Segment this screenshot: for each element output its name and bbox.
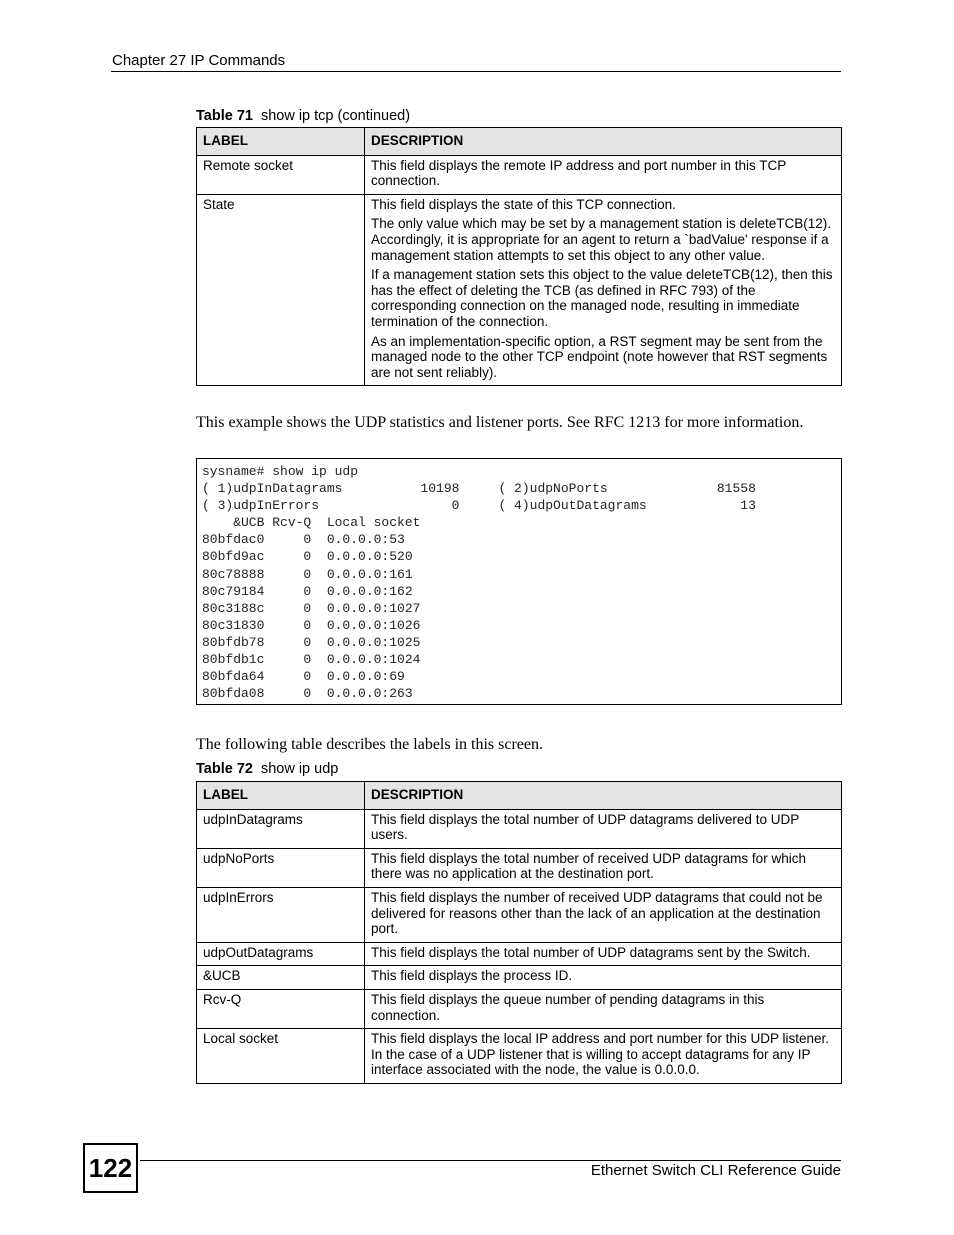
table-row bbox=[197, 966, 842, 990]
description-paragraph: The only value which may be set by a management station is deleteTCB(12). Accordingly, it is appropriate for an agent to return a `badValue' response if a management station attempts to set this object to any other value. bbox=[371, 216, 831, 263]
row-description: This field displays the total number of received UDP datagrams for which there was no application at the destination port. bbox=[365, 848, 842, 887]
row-description: This field displays the process ID. bbox=[365, 966, 842, 990]
description-paragraph: This field displays the state of this TCP connection. bbox=[371, 196, 676, 212]
code-example: sysname# show ip udp ( 1)udpInDatagrams 10198 ( 2)udpNoPorts 81558 ( 3)udpInErrors 0 ( 4)udpOutDatagrams 13 &UCB Rcv-Q Local socket 80bfdac0 0 0.0.0.0:53 80bfd9ac 0 0.0.0.0:520 80c78888 0 0.0.0.0:161 80c79184 0 0.0.0.0:162 80c3188c 0 0.0.0.0:1027 80c31830 0 0.0.0.0:1026 80bfdb78 0 0.0.0.0:1025 80bfdb1c 0 0.0.0.0:1024 80bfda64 0 0.0.0.0:69 80bfda08 0 0.0.0.0:263 bbox=[202, 464, 756, 702]
table-row bbox=[197, 1029, 842, 1084]
row-description: This field displays the number of received UDP datagrams that could not be delivered for reasons other than the lack of an application at the destination port. bbox=[365, 887, 842, 942]
row-label: udpOutDatagrams bbox=[197, 942, 365, 966]
table-row bbox=[197, 887, 842, 942]
table71-header-row bbox=[197, 128, 842, 156]
table-row bbox=[197, 809, 842, 848]
row-label: udpNoPorts bbox=[197, 848, 365, 887]
table72-number: Table 72 bbox=[196, 761, 253, 777]
table-row bbox=[197, 155, 842, 194]
table-row bbox=[197, 194, 842, 386]
table72 bbox=[196, 781, 842, 1084]
header-divider bbox=[111, 71, 841, 72]
chapter-header: Chapter 27 IP Commands bbox=[112, 52, 286, 69]
row-label: udpInDatagrams bbox=[197, 809, 365, 848]
table71-title: show ip tcp (continued) bbox=[260, 108, 411, 124]
description-paragraph: If a management station sets this object to the value deleteTCB(12), then this has the effect of deleting the TCB (as defined in RFC 793) of the corresponding connection on the managed node, resulting in immediate termination of the connection. bbox=[371, 267, 833, 329]
row-label: udpInErrors bbox=[197, 887, 365, 942]
row-description: This field displays the total number of UDP datagrams sent by the Switch. bbox=[365, 942, 842, 966]
row-label: &UCB bbox=[197, 966, 365, 990]
table-row bbox=[197, 848, 842, 887]
footer-divider bbox=[140, 1160, 841, 1161]
row-label: State bbox=[197, 194, 365, 386]
code-example-box bbox=[196, 458, 842, 705]
description-paragraph: As an implementation-specific option, a RST segment may be sent from the managed node to the other TCP endpoint (note however that RST segments are not sent reliably). bbox=[371, 333, 828, 380]
table71 bbox=[196, 127, 842, 386]
table71-caption bbox=[196, 108, 410, 124]
row-description bbox=[365, 155, 842, 194]
table72-header-row bbox=[197, 782, 842, 810]
page-number: 122 bbox=[83, 1143, 138, 1193]
row-description bbox=[365, 194, 842, 386]
table72-caption bbox=[196, 761, 338, 777]
description-paragraph: This field displays the remote IP address and port number in this TCP connection. bbox=[371, 157, 786, 189]
table72-col-label: LABEL bbox=[197, 782, 365, 810]
row-label: Remote socket bbox=[197, 155, 365, 194]
intro-paragraph: This example shows the UDP statistics and listener ports. See RFC 1213 for more information. bbox=[196, 414, 804, 431]
table72-col-desc: DESCRIPTION bbox=[365, 782, 842, 810]
row-label: Rcv-Q bbox=[197, 989, 365, 1028]
row-description: This field displays the queue number of pending datagrams in this connection. bbox=[365, 989, 842, 1028]
row-label: Local socket bbox=[197, 1029, 365, 1084]
row-description: This field displays the local IP address and port number for this UDP listener. In the case of a UDP listener that is willing to accept datagrams for any IP interface associated with the node, the value is 0.0.0.0. bbox=[365, 1029, 842, 1084]
table72-title: show ip udp bbox=[260, 761, 339, 777]
table-row bbox=[197, 989, 842, 1028]
guide-title: Ethernet Switch CLI Reference Guide bbox=[590, 1162, 841, 1179]
table-row bbox=[197, 942, 842, 966]
table71-col-label: LABEL bbox=[197, 128, 365, 156]
row-description: This field displays the total number of UDP datagrams delivered to UDP users. bbox=[365, 809, 842, 848]
table71-number: Table 71 bbox=[196, 108, 253, 124]
table71-col-desc: DESCRIPTION bbox=[365, 128, 842, 156]
following-paragraph: The following table describes the labels in this screen. bbox=[196, 736, 544, 753]
